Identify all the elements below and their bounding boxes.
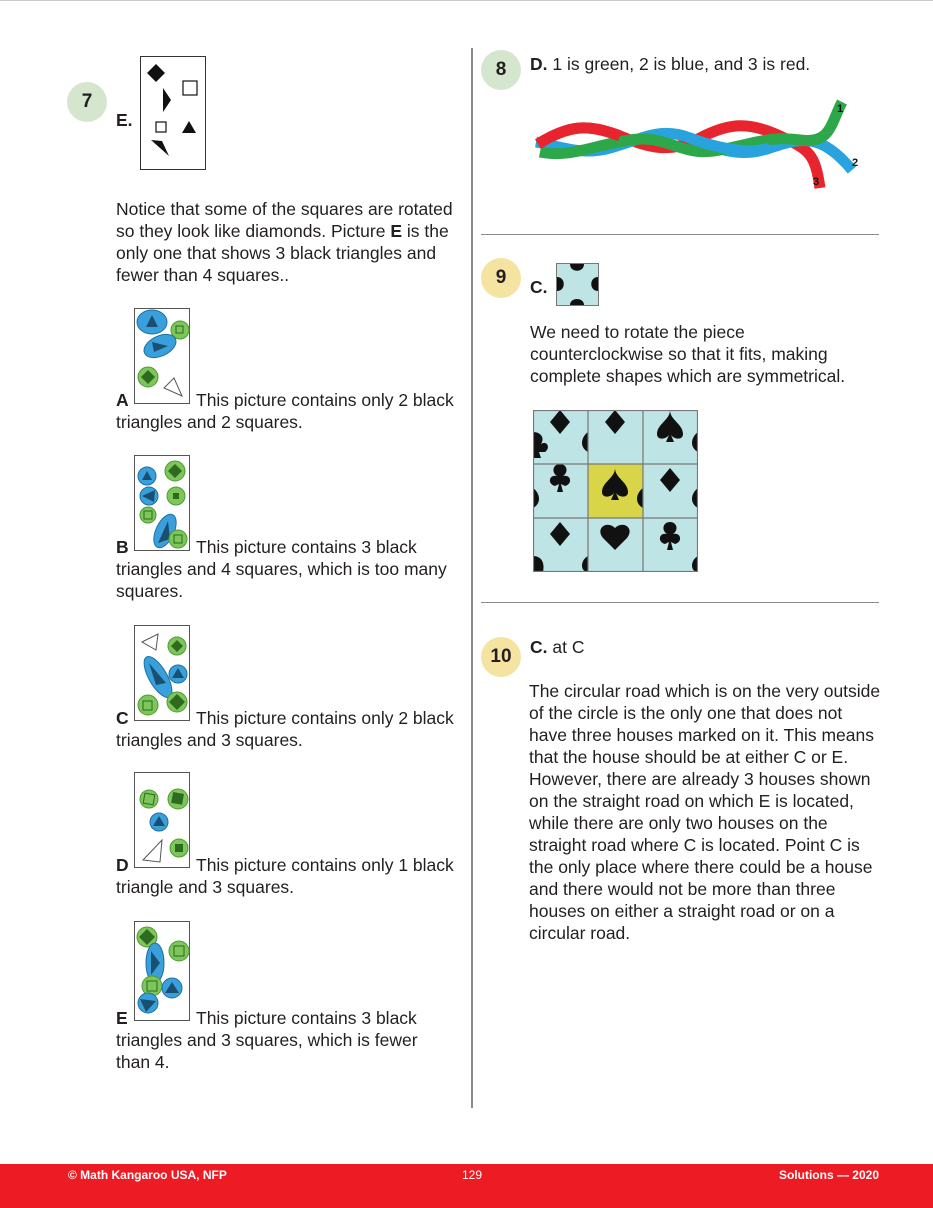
explanation-text: is the only one that shows 3 black triangles and fewer than 4 squares.. <box>116 221 449 285</box>
question-9-explanation: We need to rotate the piece counterclockwise so that it fits, making complete shapes which are symmetrical. <box>530 322 846 386</box>
green-highlight <box>140 790 158 808</box>
question-10-badge <box>481 637 521 677</box>
option-e-description: This picture contains 3 black triangles and 3 squares, which is fewer than 4. <box>116 1008 418 1072</box>
strand-label-3: 3 <box>813 176 820 188</box>
section-divider <box>481 234 879 235</box>
section-divider <box>481 602 879 603</box>
page-number: 129 <box>462 1168 483 1182</box>
question-9-answer-letter: C. <box>530 277 548 297</box>
option-a-letter: A <box>116 390 129 410</box>
question-7-explanation <box>116 198 468 286</box>
option-b-letter: B <box>116 537 129 557</box>
green-highlight <box>169 941 189 961</box>
option-d-letter: D <box>116 855 129 875</box>
square-shape <box>171 792 184 805</box>
strand-label-2: 2 <box>852 157 859 169</box>
question-10-answer-text: at C <box>552 637 585 657</box>
option-d-description: This picture contains only 1 black triangle and 3 squares. <box>116 855 454 897</box>
question-8-answer-text: 1 is green, 2 is blue, and 3 is red. <box>552 54 811 74</box>
question-10-answer <box>530 636 890 658</box>
square-shape <box>175 844 183 852</box>
question-8-number: 8 <box>495 59 507 80</box>
green-highlight <box>140 507 156 523</box>
braid-figure <box>530 96 875 194</box>
puzzle-grid-figure <box>533 410 698 572</box>
option-c-text <box>116 707 456 751</box>
explanation-text: Picture <box>331 221 386 241</box>
option-d-text <box>116 854 456 898</box>
option-b-description: This picture contains 3 black triangles and 4 squares, which is too many squares. <box>116 537 447 601</box>
square-shape <box>173 493 179 499</box>
question-9-badge <box>481 258 521 298</box>
option-e-letter: E <box>116 1008 128 1028</box>
option-e-text <box>116 1007 456 1073</box>
option-a-description: This picture contains only 2 black triangles and 2 squares. <box>116 390 454 432</box>
answer-piece-figure <box>556 263 599 306</box>
answer-e-figure <box>140 56 207 171</box>
explanation-paragraph: Notice that some of the squares are rotated so they look like diamonds. <box>116 199 453 241</box>
question-9-number: 9 <box>495 267 507 288</box>
option-b-text <box>116 536 456 602</box>
explanation-letter: E <box>390 221 403 241</box>
question-7-answer-letter: E. <box>116 110 133 130</box>
option-c-description: This picture contains only 2 black triangles and 3 squares. <box>116 708 454 750</box>
question-10-answer-letter: C. <box>530 637 548 657</box>
option-a-text <box>116 389 456 433</box>
top-border-line <box>0 0 933 1</box>
column-divider <box>471 48 473 1108</box>
page-footer <box>0 1164 933 1208</box>
question-8-badge <box>481 50 521 90</box>
strand-label-1: 1 <box>837 103 844 115</box>
question-8-answer <box>530 53 890 75</box>
question-10-number: 10 <box>490 646 512 667</box>
question-7-badge <box>67 82 107 122</box>
footer-copyright: © Math Kangaroo USA, NFP <box>68 1168 227 1182</box>
question-8-answer-letter: D. <box>530 54 548 74</box>
footer-solutions-year: Solutions — 2020 <box>778 1168 879 1182</box>
option-c-letter: C <box>116 708 129 728</box>
question-7-number: 7 <box>81 91 93 112</box>
question-10-explanation: The circular road which is on the very outside of the circle is the only one that does not have three houses marked on it. This means that the house should be at either C or E. However, there are already 3 houses shown on the straight road on which E is located, while there are only two houses on the straight road where C is located. Point C is the only place where there could be a house and there would not be more than three houses on either a straight road or on a circular road. <box>529 681 881 943</box>
